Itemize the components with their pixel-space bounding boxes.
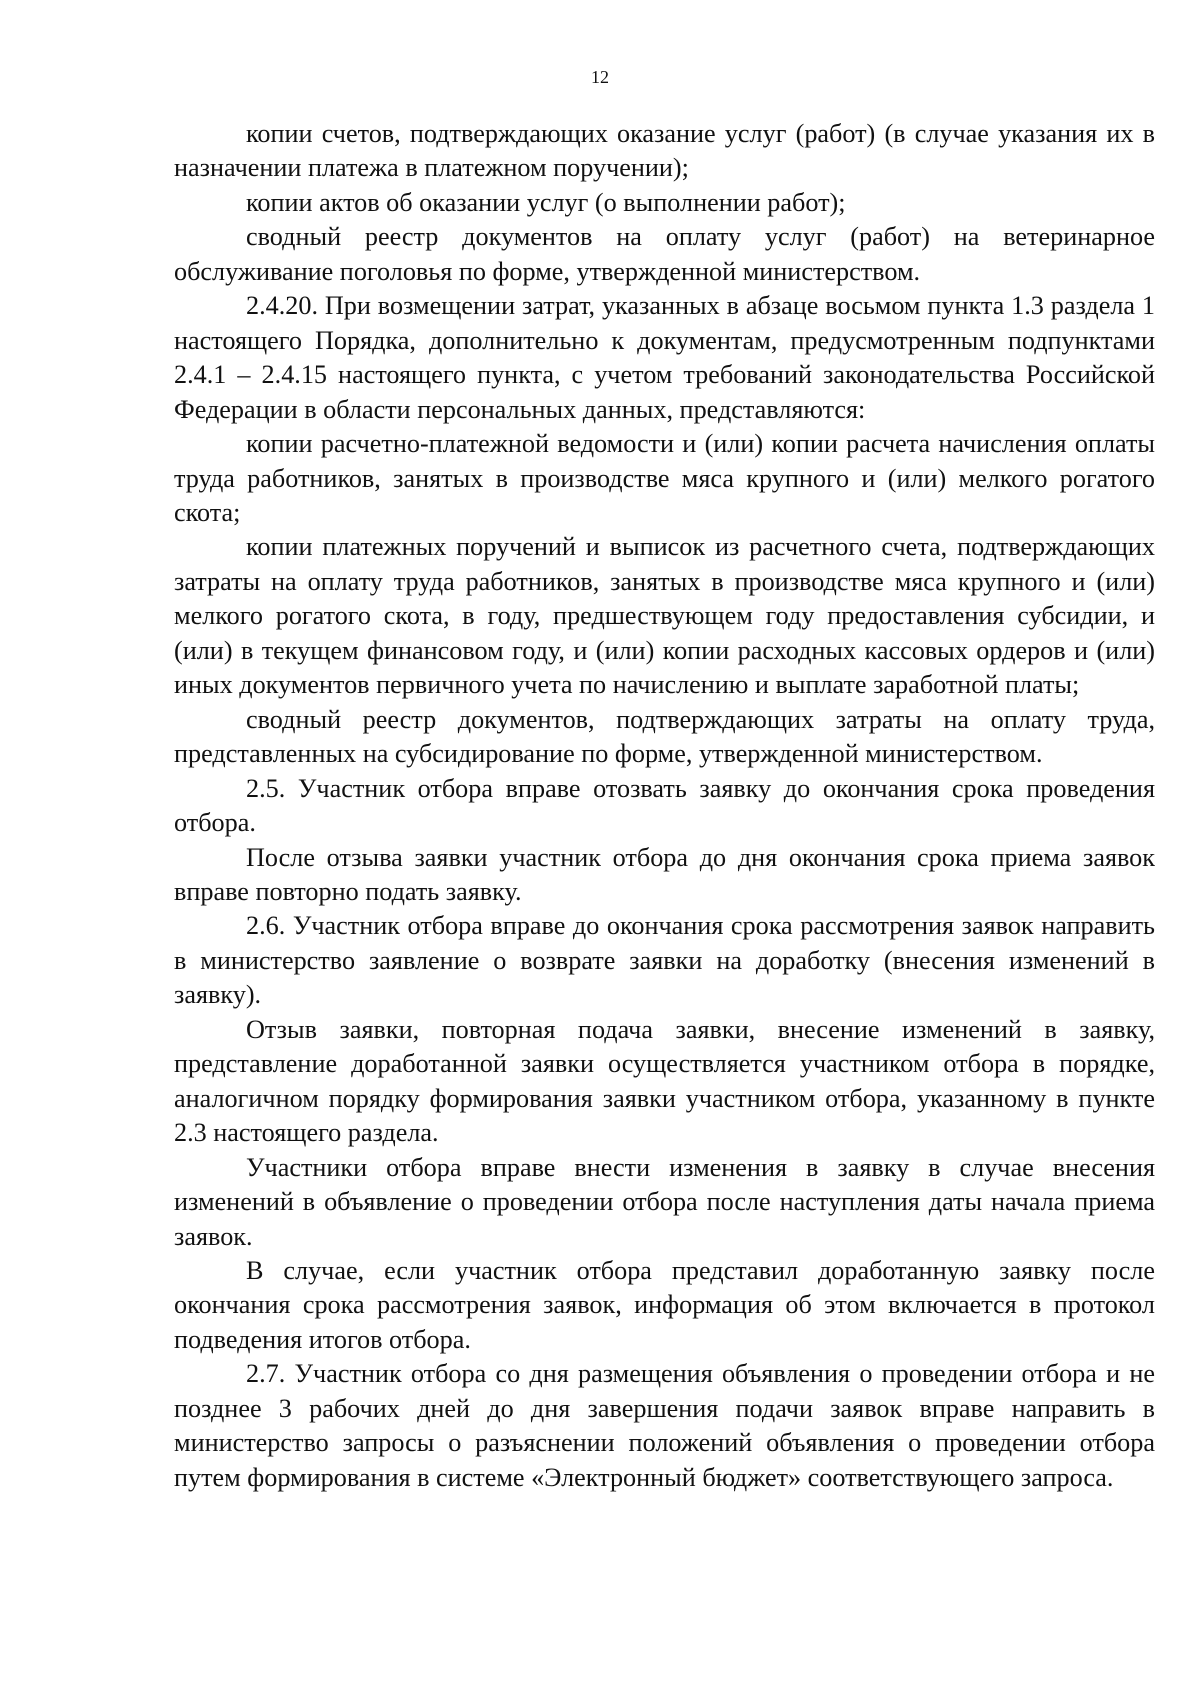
paragraph-2-6: 2.6. Участник отбора вправе до окончания срока рассмотрения заявок направить в министерство заявление о возврате заявки на доработку (внесения изменений в заявку). bbox=[174, 911, 1155, 1010]
paragraph-resubmission: После отзыва заявки участник отбора до дня окончания срока приема заявок вправе повторно подать заявку. bbox=[174, 842, 1155, 906]
page-number: 12 bbox=[591, 67, 609, 87]
paragraph-application-changes: Участники отбора вправе внести изменения в заявку в случае внесения изменений в объявление о проведении отбора после наступления даты начала приема заявок. bbox=[174, 1152, 1155, 1251]
paragraph-veterinary-registry: сводный реестр документов на оплату услуг (работ) на ветеринарное обслуживание поголовья по форме, утвержденной министерством. bbox=[174, 222, 1155, 286]
paragraph-labor-cost-registry: сводный реестр документов, подтверждающих затраты на оплату труда, представленных на субсидирование по форме, утвержденной министерством. bbox=[174, 704, 1155, 769]
paragraph-invoice-copies: копии счетов, подтверждающих оказание услуг (работ) (в случае указания их в назначении платежа в платежном поручении); bbox=[174, 119, 1155, 183]
paragraph-payroll-copies: копии расчетно-платежной ведомости и (или) копии расчета начисления оплаты труда работников, занятых в производстве мяса крупного и (или) мелкого рогатого скота; bbox=[174, 429, 1155, 527]
document-body bbox=[174, 117, 1155, 1495]
paragraph-late-revision: В случае, если участник отбора представил доработанную заявку после окончания срока рассмотрения заявок, информация об этом включается в протокол подведения итогов отбора. bbox=[174, 1255, 1155, 1354]
paragraph-2-5: 2.5. Участник отбора вправе отозвать заявку до окончания срока проведения отбора. bbox=[174, 773, 1155, 838]
paragraph-2-4-20: 2.4.20. При возмещении затрат, указанных в абзаце восьмом пункта 1.3 раздела 1 настоящего Порядка, дополнительно к документам, предусмотренным подпунктами 2.4.1 – 2.4.15 настоящего пункта, с учетом требований законодательства Российской Федерации в области персональных данных, представляются: bbox=[174, 291, 1155, 424]
paragraph-service-act-copies: копии актов об оказании услуг (о выполнении работ); bbox=[246, 187, 846, 217]
paragraph-withdrawal-procedure: Отзыв заявки, повторная подача заявки, внесение изменений в заявку, представление доработанной заявки осуществляется участником отбора в порядке, аналогичном порядку формирования заявки участником отбора, указанному в пункте 2.3 настоящего раздела. bbox=[174, 1014, 1155, 1148]
paragraph-payment-orders: копии платежных поручений и выписок из расчетного счета, подтверждающих затраты на оплату труда работников, занятых в производстве мяса крупного и (или) мелкого рогатого скота, в году, предшествующем году предоставления субсидии, и (или) в текущем финансовом году, и (или) копии расходных кассовых ордеров и (или) иных документов первичного учета по начислению и выплате заработной платы; bbox=[174, 532, 1155, 700]
paragraph-2-7: 2.7. Участник отбора со дня размещения объявления о проведении отбора и не позднее 3 рабочих дней до дня завершения подачи заявок вправе направить в министерство запросы о разъяснении положений объявления о проведении отбора путем формирования в системе «Электронный бюджет» соответствующего запроса. bbox=[174, 1359, 1155, 1492]
